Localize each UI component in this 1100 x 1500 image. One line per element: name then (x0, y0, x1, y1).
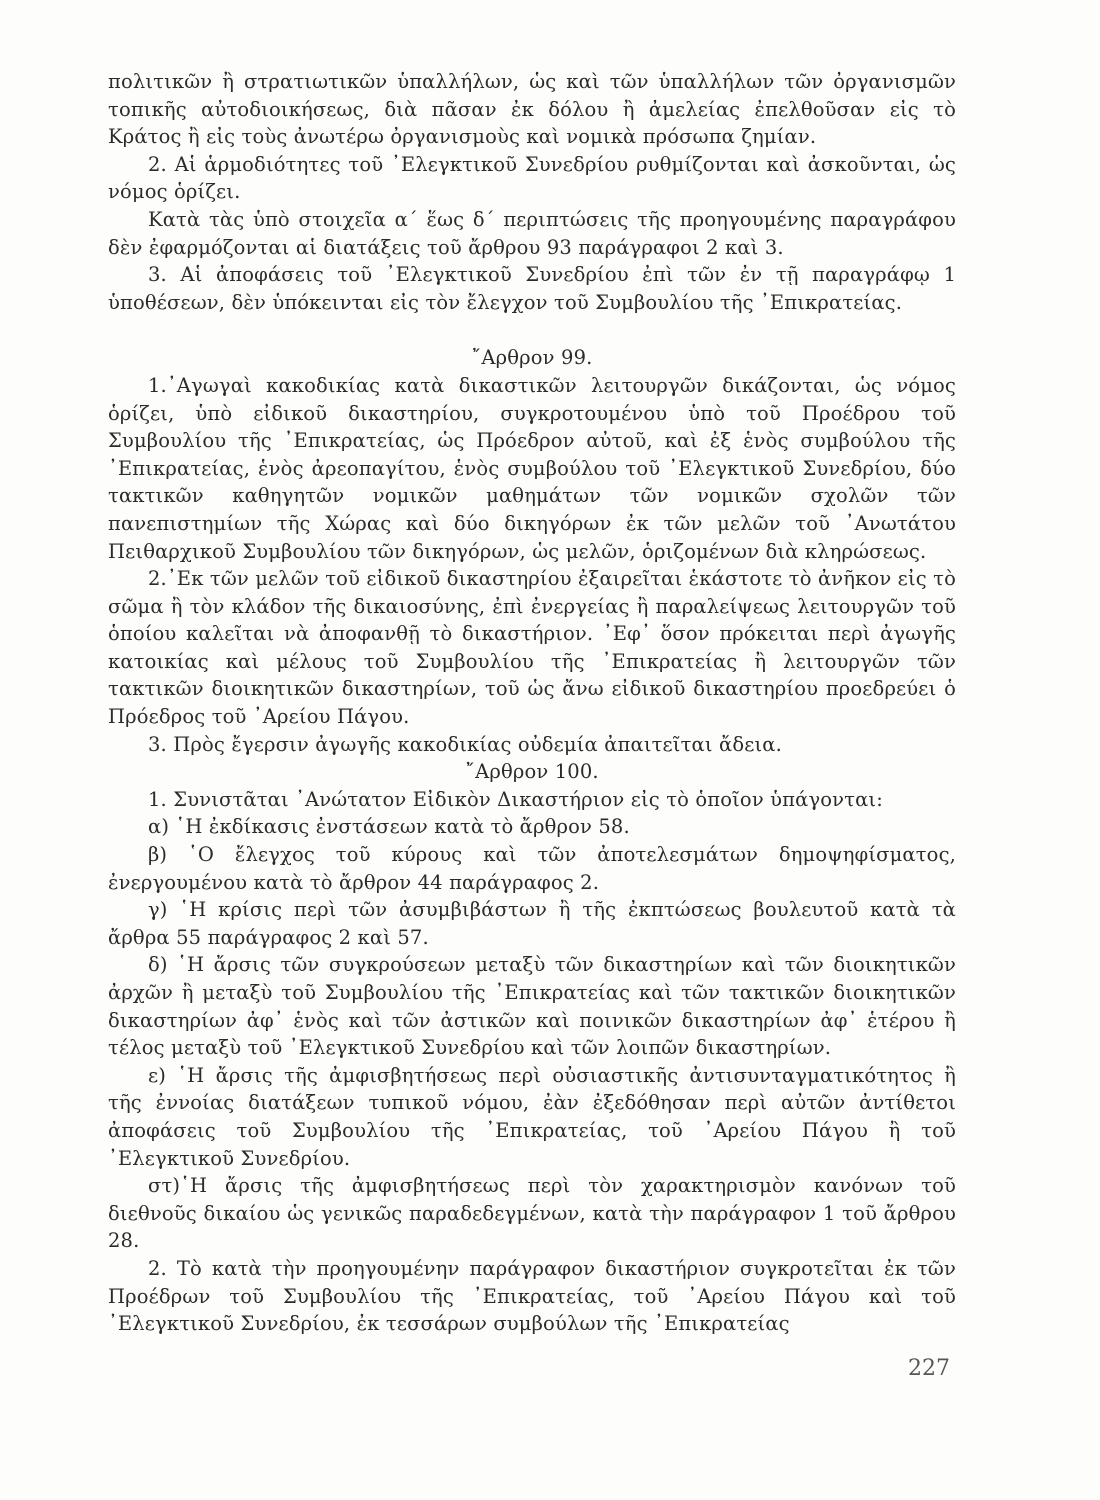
article-99-paragraph-3: 3. Πρὸς ἔγερσιν ἀγωγῆς κακοδικίας οὐδεμία ἀπαιτεῖται ἄδεια. (148, 732, 782, 756)
body-text (108, 68, 956, 1338)
article-100-paragraph-2: 2. Τὸ κατὰ τὴν προηγουμένην παράγραφον δικαστήριον συγκροτεῖται ἐκ τῶν Προέδρων τοῦ Συμβουλίου τῆς ᾿Επικρατείας, τοῦ ᾿Αρείου Πάγου καὶ τοῦ ᾿Ελεγκτικοῦ Συνεδρίου, ἐκ τεσσάρων συμβούλων τῆς ᾿Επικρατείας (108, 1256, 956, 1336)
article-100-item-e: ε) ῾Η ἄρσις τῆς ἀμφισβητήσεως περὶ οὐσιαστικῆς ἀντισυνταγματικότητος ἢ τῆς ἐννοίας διατάξεων τυπικοῦ νόμου, ἐὰν ἐξεδόθησαν περὶ αὐτῶν ἀντίθετοι ἀποφάσεις τοῦ Συμβουλίου τῆς ᾿Επικρατείας, τοῦ ᾿Αρείου Πάγου ἢ τοῦ ᾿Ελεγκτικοῦ Συνεδρίου. (108, 1063, 956, 1170)
paragraph-continuation: πολιτικῶν ἢ στρατιωτικῶν ὑπαλλήλων, ὡς καὶ τῶν ὑπαλλήλων τῶν ὀργανισμῶν τοπικῆς αὐτοδιοικήσεως, διὰ πᾶσαν ἐκ δόλου ἢ ἀμελείας ἐπελθοῦσαν εἰς τὸ Κράτος ἢ εἰς τοὺς ἀνωτέρω ὀργανισμοὺς καὶ νομικὰ πρόσωπα ζημίαν. (108, 70, 956, 149)
article-100-item-c: γ) ῾Η κρίσις περὶ τῶν ἀσυμβιβάστων ἢ τῆς ἐκπτώσεως βουλευτοῦ κατὰ τὰ ἄρθρα 55 παράγραφος 2 καὶ 57. (108, 898, 956, 949)
article-100-heading: ῎Αρθρον 100. (465, 760, 599, 784)
article-99-heading: ῎Αρθρον 99. (471, 346, 593, 370)
paragraph-98-2-note: Κατὰ τὰς ὑπὸ στοιχεῖα α΄ ἕως δ΄ περιπτώσεις τῆς προηγουμένης παραγράφου δὲν ἐφαρμόζονται αἱ διατάξεις τοῦ ἄρθρου 93 παράγραφοι 2 καὶ 3. (108, 207, 956, 259)
article-99-paragraph-1: 1.᾿Αγωγαὶ κακοδικίας κατὰ δικαστικῶν λειτουργῶν δικάζονται, ὡς νόμος ὁρίζει, ὑπὸ εἰδικοῦ δικαστηρίου, συγκροτουμένου ὑπὸ τοῦ Προέδρου τοῦ Συμβουλίου τῆς ᾿Επικρατείας, ὡς Πρόεδρον αὐτοῦ, καὶ ἐξ ἑνὸς συμβούλου τῆς ᾿Επικρατείας, ἑνὸς ἀρεοπαγίτου, ἑνὸς συμβούλου τοῦ ᾿Ελεγκτικοῦ Συνεδρίου, δύο τακτικῶν καθηγητῶν νομικῶν μαθημάτων τῶν νομικῶν σχολῶν τῶν πανεπιστημίων τῆς Χώρας καὶ δύο δικηγόρων ἐκ τῶν μελῶν τοῦ ᾿Ανωτάτου Πειθαρχικοῦ Συμβουλίου τῶν δικηγόρων, ὡς μελῶν, ὁριζομένων διὰ κληρώσεως. (108, 373, 956, 563)
article-99-paragraph-2: 2.᾿Εκ τῶν μελῶν τοῦ εἰδικοῦ δικαστηρίου ἐξαιρεῖται ἑκάστοτε τὸ ἀνῆκον εἰς τὸ σῶμα ἢ τὸν κλάδον τῆς δικαιοσύνης, ἐπὶ ἐνεργείας ἢ παραλείψεως λειτουργῶν τοῦ ὁποίου καλεῖται νὰ ἀποφανθῇ τὸ δικαστήριον. ᾿Εφ᾿ ὅσον πρόκειται περὶ ἀγωγῆς κατοικίας καὶ μέλους τοῦ Συμβουλίου τῆς ᾿Επικρατείας ἢ λειτουργῶν τῶν τακτικῶν διοικητικῶν δικαστηρίων, τοῦ ὡς ἄνω εἰδικοῦ δικαστηρίου προεδρεύει ὁ Πρόεδρος τοῦ ᾿Αρείου Πάγου. (108, 567, 956, 729)
paragraph-98-2: 2. Αἱ ἁρμοδιότητες τοῦ ᾿Ελεγκτικοῦ Συνεδρίου ρυθμίζονται καὶ ἀσκοῦνται, ὡς νόμος ὁρίζει. (108, 152, 956, 204)
paragraph-98-3: 3. Αἱ ἀποφάσεις τοῦ ᾿Ελεγκτικοῦ Συνεδρίου ἐπὶ τῶν ἐν τῇ παραγράφῳ 1 ὑποθέσεων, δὲν ὑπόκεινται εἰς τὸν ἔλεγχον τοῦ Συμβουλίου τῆς ᾿Επικρατείας. (108, 263, 956, 314)
page-number: 227 (908, 1356, 950, 1381)
article-100-item-a: α) ῾Η ἐκδίκασις ἐνστάσεων κατὰ τὸ ἄρθρον 58. (148, 815, 630, 839)
article-100-item-f: στ)῾Η ἄρσις τῆς ἀμφισβητήσεως περὶ τὸν χαρακτηρισμὸν κανόνων τοῦ διεθνοῦς δικαίου ὡς γενικῶς παραδεδεγμένων, κατὰ τὴν παράγραφον 1 τοῦ ἄρθρου 28. (108, 1174, 956, 1253)
article-100-paragraph-1: 1. Συνιστᾶται ᾿Ανώτατον Εἰδικὸν Δικαστήριον εἰς τὸ ὁποῖον ὑπάγονται: (148, 787, 883, 811)
article-100-item-b: β) ῾Ο ἔλεγχος τοῦ κύρους καὶ τῶν ἀποτελεσμάτων δημοψηφίσματος, ἐνεργουμένου κατὰ τὸ ἄρθρον 44 παράγραφος 2. (108, 843, 956, 894)
article-100-item-d: δ) ῾Η ἄρσις τῶν συγκρούσεων μεταξὺ τῶν δικαστηρίων καὶ τῶν διοικητικῶν ἀρχῶν ἢ μεταξὺ τοῦ Συμβουλίου τῆς ᾿Επικρατείας καὶ τῶν τακτικῶν διοικητικῶν δικαστηρίων ἀφ᾿ ἑνὸς καὶ τῶν ἀστικῶν καὶ ποινικῶν δικαστηρίων ἀφ᾿ ἑτέρου ἢ τέλος μεταξὺ τοῦ ᾿Ελεγκτικοῦ Συνεδρίου καὶ τῶν λοιπῶν δικαστηρίων. (108, 953, 956, 1060)
